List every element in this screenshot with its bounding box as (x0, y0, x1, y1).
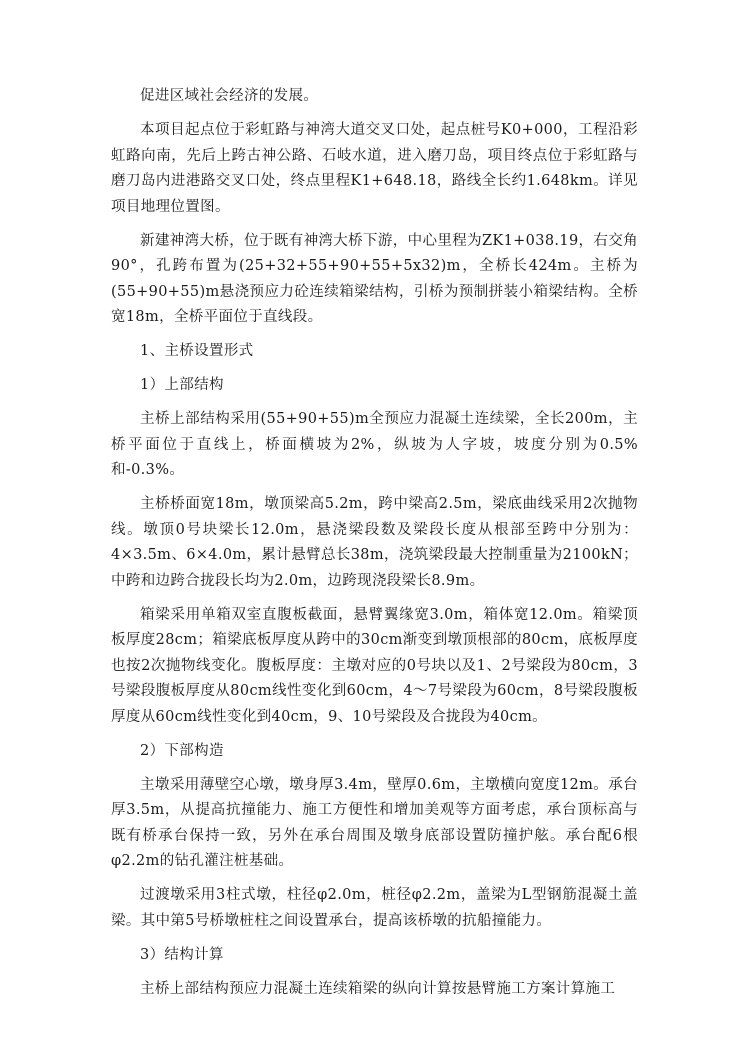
paragraph-structural-calc: 主桥上部结构预应力混凝土连续箱梁的纵向计算按悬臂施工方案计算施工 (140, 980, 616, 997)
paragraph-intro-end: 促进区域社会经济的发展。 (140, 88, 319, 104)
paragraph-main-pier: 主墩采用薄壁空心墩，墩身厚3.4m，壁厚0.6m，主墩横向宽度12m。承台厚3.5m，从提高抗撞能力、施工方便性和增加美观等方面考虑，承台顶标高与既有桥承台保持一致，另外在承台周围及墩身底部设置防撞护舷。承台配6根φ2.2m的钻孔灌注桩基础。 (111, 776, 638, 869)
heading-main-bridge-form: 1、主桥设置形式 (140, 343, 254, 359)
paragraph-superstructure: 主桥上部结构采用(55+90+55)m全预应力混凝土连续梁，全长200m，主桥平面位于直线上，桥面横坡为2%，纵坡为人字坡，坡度分别为0.5%和-0.3%。 (111, 411, 638, 478)
paragraph-box-girder: 箱梁采用单箱双室直腹板截面，悬臂翼缘宽3.0m，箱体宽12.0m。箱梁顶板厚度28cm；箱梁底板厚度从跨中的30cm渐变到墩顶根部的80cm，底板厚度也按2次抛物线变化。腹板厚度：主墩对应的0号块以及1、2号梁段为80cm，3号梁段腹板厚度从80cm线性变化到60cm，4～7号梁段为60cm，8号梁段腹板厚度从60cm线性变化到40cm，9、10号梁段及合拢段为40cm。 (111, 606, 638, 725)
paragraph-deck-width: 主桥桥面宽18m，墩顶梁高5.2m，跨中梁高2.5m，梁底曲线采用2次抛物线。墩顶0号块梁长12.0m，悬浇梁段数及梁段长度从根部至跨中分别为：4×3.5m、6×4.0m，累计悬臂总长38m，浇筑梁段最大控制重量为2100kN；中跨和边跨合拢段长均为2.0m，边跨现浇段梁长8.9m。 (111, 496, 638, 589)
paragraph-bridge-overview: 新建神湾大桥，位于既有神湾大桥下游，中心里程为ZK1+038.19，右交角90°，孔跨布置为(25+32+55+90+55+5x32)m，全桥长424m。主桥为(55+90+55)m悬浇预应力砼连续箱梁结构，引桥为预制拼装小箱梁结构。全桥宽18m，全桥平面位于直线段。 (111, 232, 638, 325)
heading-substructure: 2）下部构造 (140, 742, 224, 759)
document-page (111, 84, 638, 1011)
heading-structural-calc: 3）结构计算 (140, 946, 224, 963)
paragraph-transition-pier: 过渡墩采用3柱式墩，柱径φ2.0m，桩径φ2.2m，盖梁为L型钢筋混凝土盖梁。其中第5号桥墩桩柱之间设置承台，提高该桥墩的抗船撞能力。 (111, 887, 638, 929)
paragraph-project-location: 本项目起点位于彩虹路与神湾大道交叉口处，起点桩号K0+000，工程沿彩虹路向南，先后上跨古神公路、石岐水道，进入磨刀岛，项目终点位于彩虹路与磨刀岛内进港路交叉口处，终点里程K1+648.18，路线全长约1.648km。详见项目地理位置图。 (111, 122, 638, 215)
heading-superstructure: 1）上部结构 (140, 377, 224, 393)
